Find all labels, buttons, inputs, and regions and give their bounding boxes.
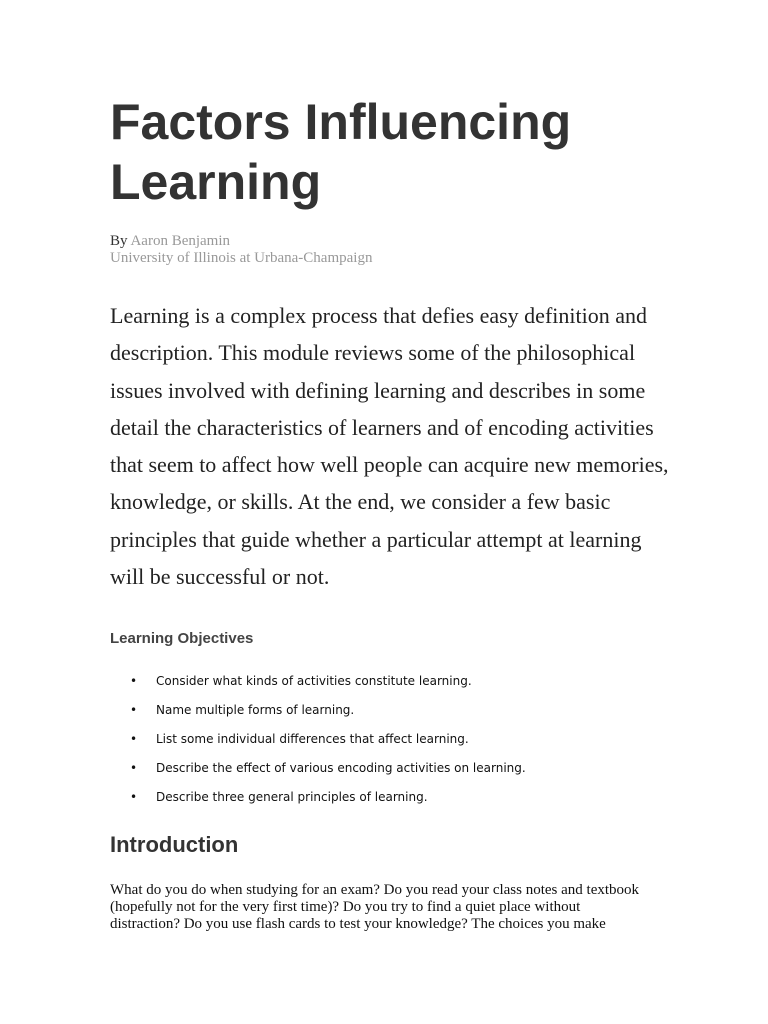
bullet-icon: • [130,732,138,746]
list-item [110,701,526,730]
learning-objectives-heading: Learning Objectives [110,630,254,647]
objective-text: Name multiple forms of learning. [156,703,355,717]
introduction-paragraph [110,882,670,933]
bullet-icon: • [130,790,138,804]
author-affiliation: University of Illinois at Urbana-Champaign [110,250,373,266]
list-item [110,672,526,701]
introduction-line-2: (hopefully not for the very first time)? Do you try to find a quiet place without [110,899,581,915]
bullet-icon: • [130,761,138,775]
introduction-line-3: distraction? Do you use flash cards to test your knowledge? The choices you make [110,916,606,932]
author-line [110,233,372,250]
bullet-icon: • [130,703,138,717]
author-name: Aaron Benjamin [130,233,231,249]
learning-objectives-list [110,672,526,817]
byline [110,233,372,267]
list-item [110,788,526,817]
bullet-icon: • [130,674,138,688]
list-item [110,730,526,759]
objective-text: Consider what kinds of activities constitute learning. [156,674,472,688]
introduction-line-1: What do you do when studying for an exam? Do you read your class notes and textbook [110,882,640,898]
objective-text: Describe the effect of various encoding activities on learning. [156,761,526,775]
abstract-paragraph: Learning is a complex process that defies easy definition and description. This module reviews some of the philosophical issues involved with defining learning and describes in some detail the characteristics of learners and of encoding activities that seem to affect how well people can acquire new memories, knowledge, or skills. At the end, we consider a few basic principles that guide whether a particular attempt at learning will be successful or not. [110,303,669,590]
by-label: By [110,233,128,249]
list-item [110,759,526,788]
objective-text: List some individual differences that affect learning. [156,732,469,746]
document-title [110,92,710,212]
title-line-1: Factors Influencing [110,94,572,150]
objective-text: Describe three general principles of learning. [156,790,428,804]
title-line-2: Learning [110,154,322,210]
introduction-heading: Introduction [110,832,239,857]
